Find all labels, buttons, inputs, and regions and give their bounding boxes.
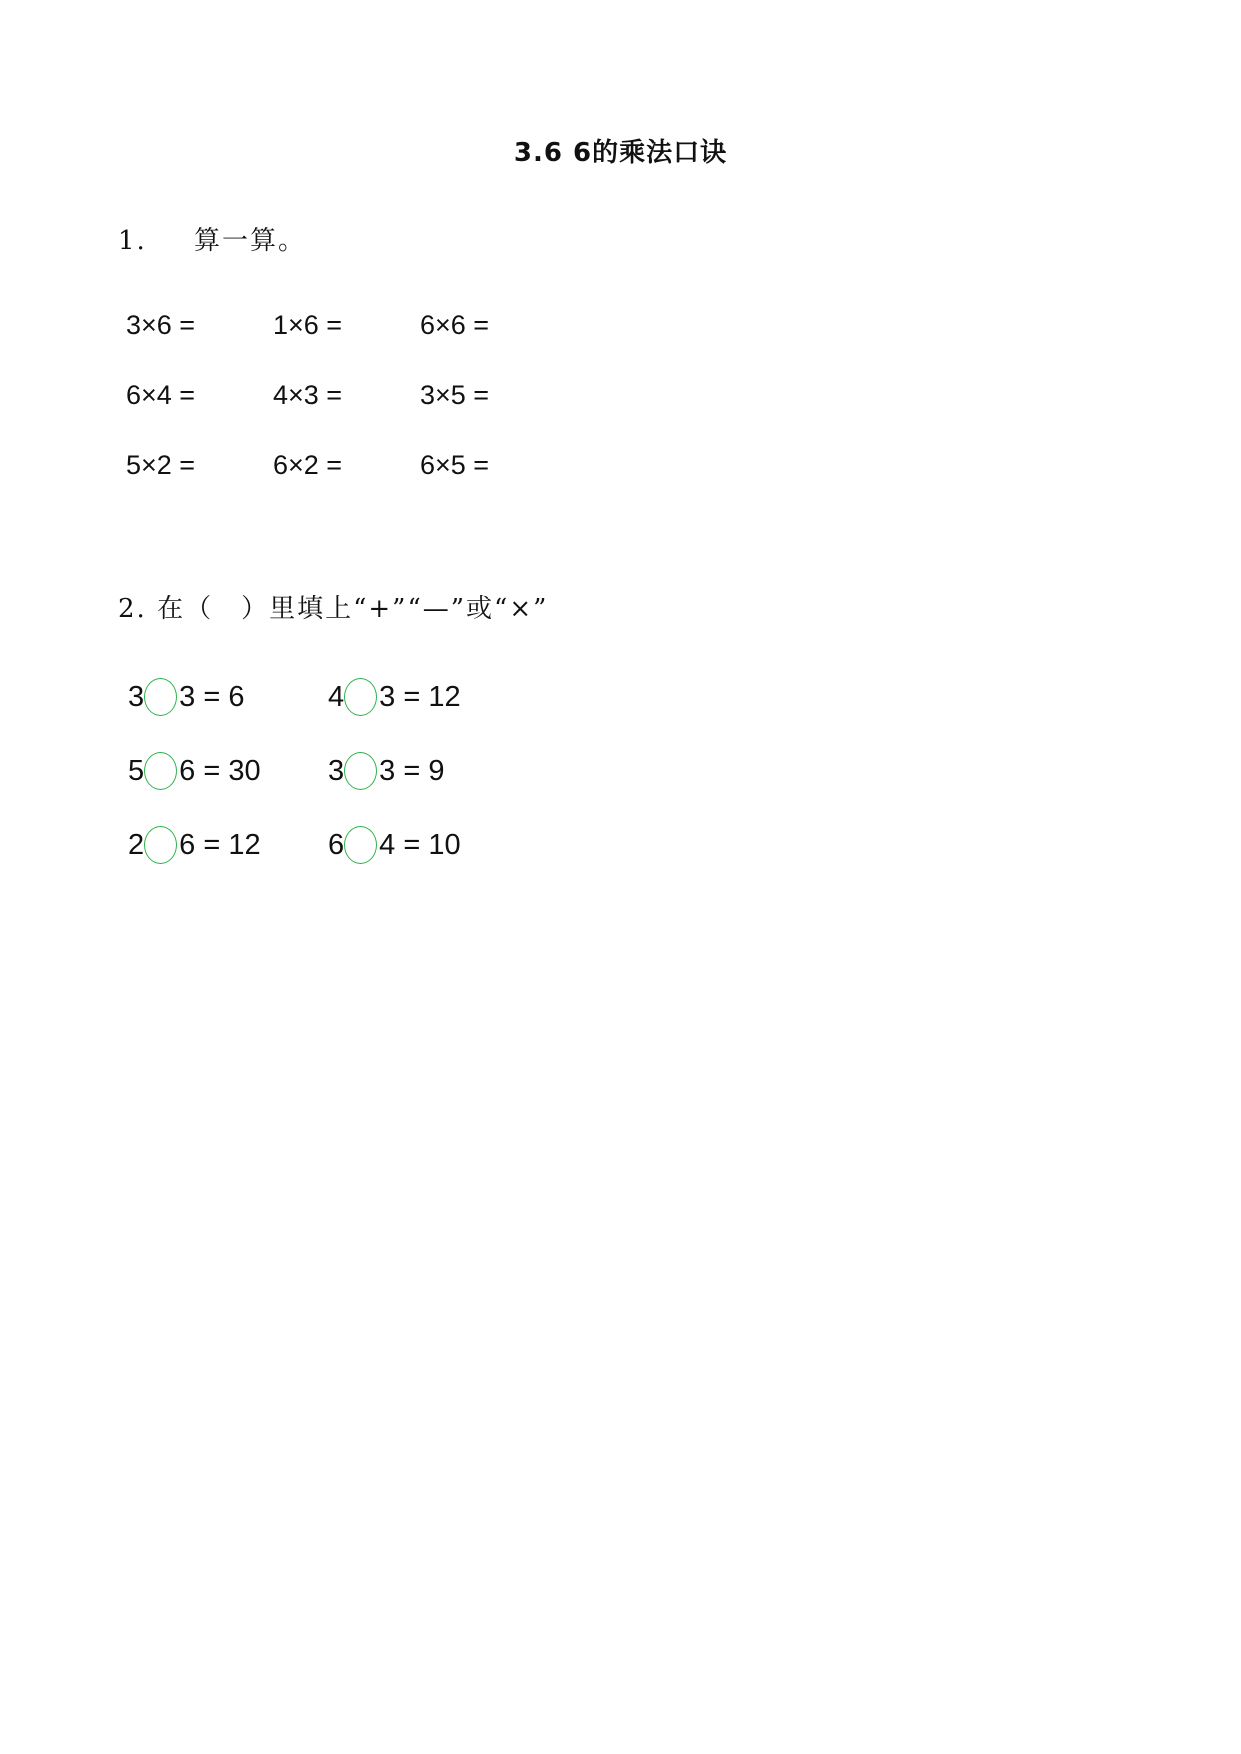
operand-left: 3 — [128, 680, 145, 713]
fill-in-item — [128, 752, 328, 790]
calculation-item: 6×2 = — [273, 449, 343, 480]
operand-right: 3 = 6 — [179, 680, 245, 713]
fill-in-item — [328, 826, 528, 864]
operand-left: 6 — [328, 828, 345, 861]
calculation-item: 5×2 = — [126, 449, 196, 480]
fill-in-row — [128, 660, 528, 734]
operator-blank-circle[interactable] — [344, 752, 377, 790]
operand-left: 4 — [328, 680, 345, 713]
operator-blank-circle[interactable] — [144, 678, 177, 716]
fill-in-row — [128, 808, 528, 882]
calculation-item: 6×4 = — [126, 379, 196, 410]
question-1-number: 1. — [118, 226, 147, 256]
operator-blank-circle[interactable] — [144, 752, 177, 790]
fill-in-item — [128, 826, 328, 864]
calculation-grid — [126, 290, 567, 500]
calculation-row — [126, 430, 567, 500]
calculation-item: 1×6 = — [273, 309, 343, 340]
question-1-heading — [118, 220, 306, 257]
calculation-item: 6×5 = — [420, 449, 490, 480]
operand-left: 5 — [128, 754, 145, 787]
operator-blank-circle[interactable] — [344, 678, 377, 716]
calculation-item: 3×6 = — [126, 309, 196, 340]
calculation-item: 6×6 = — [420, 309, 490, 340]
fill-in-item — [328, 752, 528, 790]
operator-blank-circle[interactable] — [144, 826, 177, 864]
operand-right: 6 = 12 — [179, 828, 261, 861]
fill-in-item — [128, 678, 328, 716]
calculation-item: 3×5 = — [420, 379, 490, 410]
calculation-row — [126, 290, 567, 360]
operand-left: 2 — [128, 828, 145, 861]
question-1-text: 算一算。 — [194, 226, 307, 256]
question-2-heading: 2. 在（ ）里填上“+”“—”或“×” — [118, 594, 549, 624]
fill-in-row — [128, 734, 528, 808]
page-title: 3.6 6的乘法口诀 — [513, 138, 728, 168]
fill-in-item — [328, 678, 528, 716]
calculation-row — [126, 360, 567, 430]
fill-in-grid — [128, 660, 528, 882]
operand-right: 3 = 9 — [379, 754, 445, 787]
operand-right: 6 = 30 — [179, 754, 261, 787]
calculation-item: 4×3 = — [273, 379, 343, 410]
operand-left: 3 — [328, 754, 345, 787]
operator-blank-circle[interactable] — [344, 826, 377, 864]
operand-right: 4 = 10 — [379, 828, 461, 861]
operand-right: 3 = 12 — [379, 680, 461, 713]
